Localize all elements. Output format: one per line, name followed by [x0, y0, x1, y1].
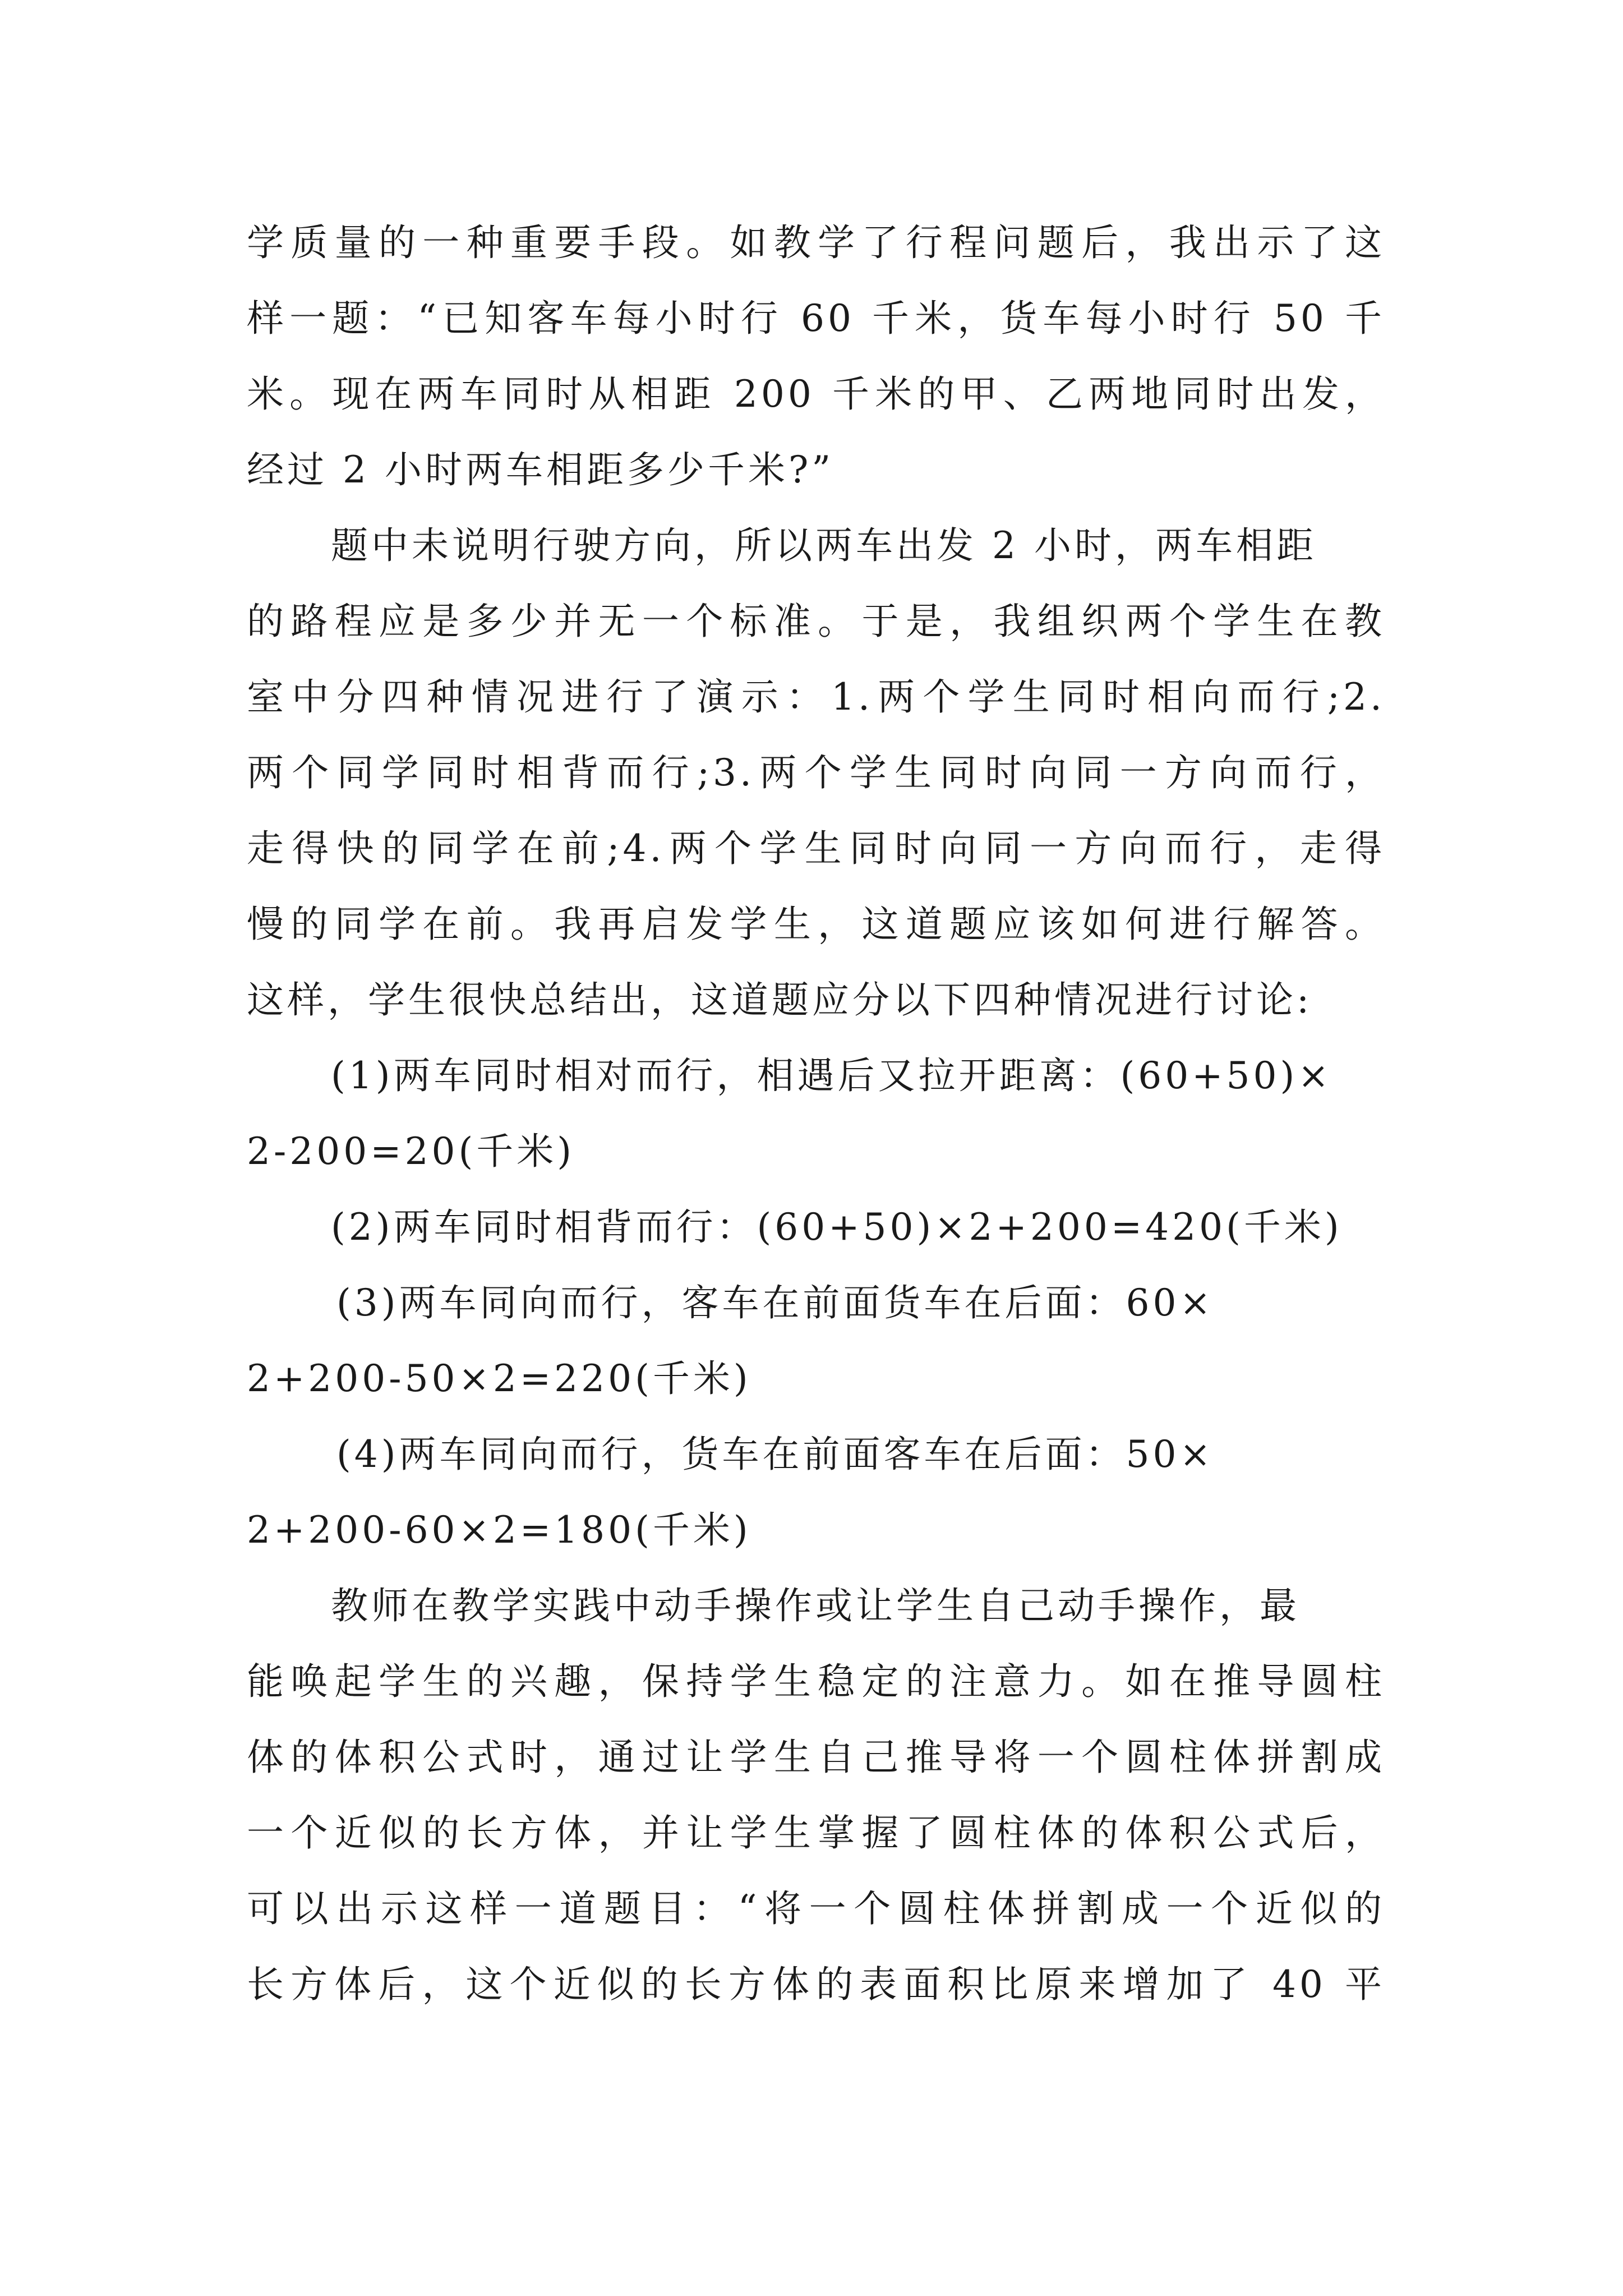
paragraph-line: 教师在教学实践中动手操作或让学生自己动手操作，最	[331, 1584, 1300, 1627]
paragraph-line: 走得快的同学在前;4.两个学生同时向同一方向而行，走得	[247, 827, 1385, 870]
paragraph-line: 米。现在两车同时从相距 200 千米的甲、乙两地同时出发，	[247, 372, 1385, 416]
document-body	[247, 205, 1385, 2022]
list-item-line: 2-200=20(千米)	[247, 1130, 575, 1173]
paragraph-line: 一个近似的长方体，并让学生掌握了圆柱体的体积公式后，	[247, 1811, 1385, 1855]
paragraph-line: 室中分四种情况进行了演示：1.两个学生同时相向而行;2.	[247, 675, 1385, 719]
paragraph-line: 学质量的一种重要手段。如教学了行程问题后，我出示了这	[247, 221, 1385, 264]
paragraph-line: 两个同学同时相背而行;3.两个学生同时向同一方向而行，	[247, 751, 1385, 794]
paragraph-line: 可以出示这样一道题目：“将一个圆柱体拼割成一个近似的	[247, 1887, 1385, 1930]
paragraph-line: 经过 2 小时两车相距多少千米?”	[247, 448, 834, 491]
paragraph-line: 能唤起学生的兴趣，保持学生稳定的注意力。如在推导圆柱	[247, 1660, 1385, 1703]
paragraph-line: 体的体积公式时，通过让学生自己推导将一个圆柱体拼割成	[247, 1736, 1385, 1779]
paragraph-line: 样一题：“已知客车每小时行 60 千米，货车每小时行 50 千	[247, 297, 1385, 340]
paragraph-line: 慢的同学在前。我再启发学生，这道题应该如何进行解答。	[247, 903, 1385, 946]
list-item-line: 2+200-60×2=180(千米)	[247, 1508, 751, 1552]
list-item-line: 2+200-50×2=220(千米)	[247, 1357, 751, 1400]
paragraph-line: 这样，学生很快总结出，这道题应分以下四种情况进行讨论:	[247, 978, 1313, 1022]
paragraph-line: 的路程应是多少并无一个标准。于是，我组织两个学生在教	[247, 600, 1385, 643]
list-item-line: (3)两车同向而行，客车在前面货车在后面：60×	[336, 1281, 1214, 1324]
list-item-line: (1)两车同时相对而行，相遇后又拉开距离：(60+50)×	[331, 1054, 1332, 1097]
list-item-line: (2)两车同时相背而行：(60+50)×2+200=420(千米)	[331, 1205, 1343, 1249]
paragraph-line: 题中未说明行驶方向，所以两车出发 2 小时，两车相距	[331, 524, 1317, 567]
list-item-line: (4)两车同向而行，货车在前面客车在后面：50×	[336, 1433, 1214, 1476]
paragraph-line: 长方体后，这个近似的长方体的表面积比原来增加了 40 平	[247, 1963, 1385, 2006]
